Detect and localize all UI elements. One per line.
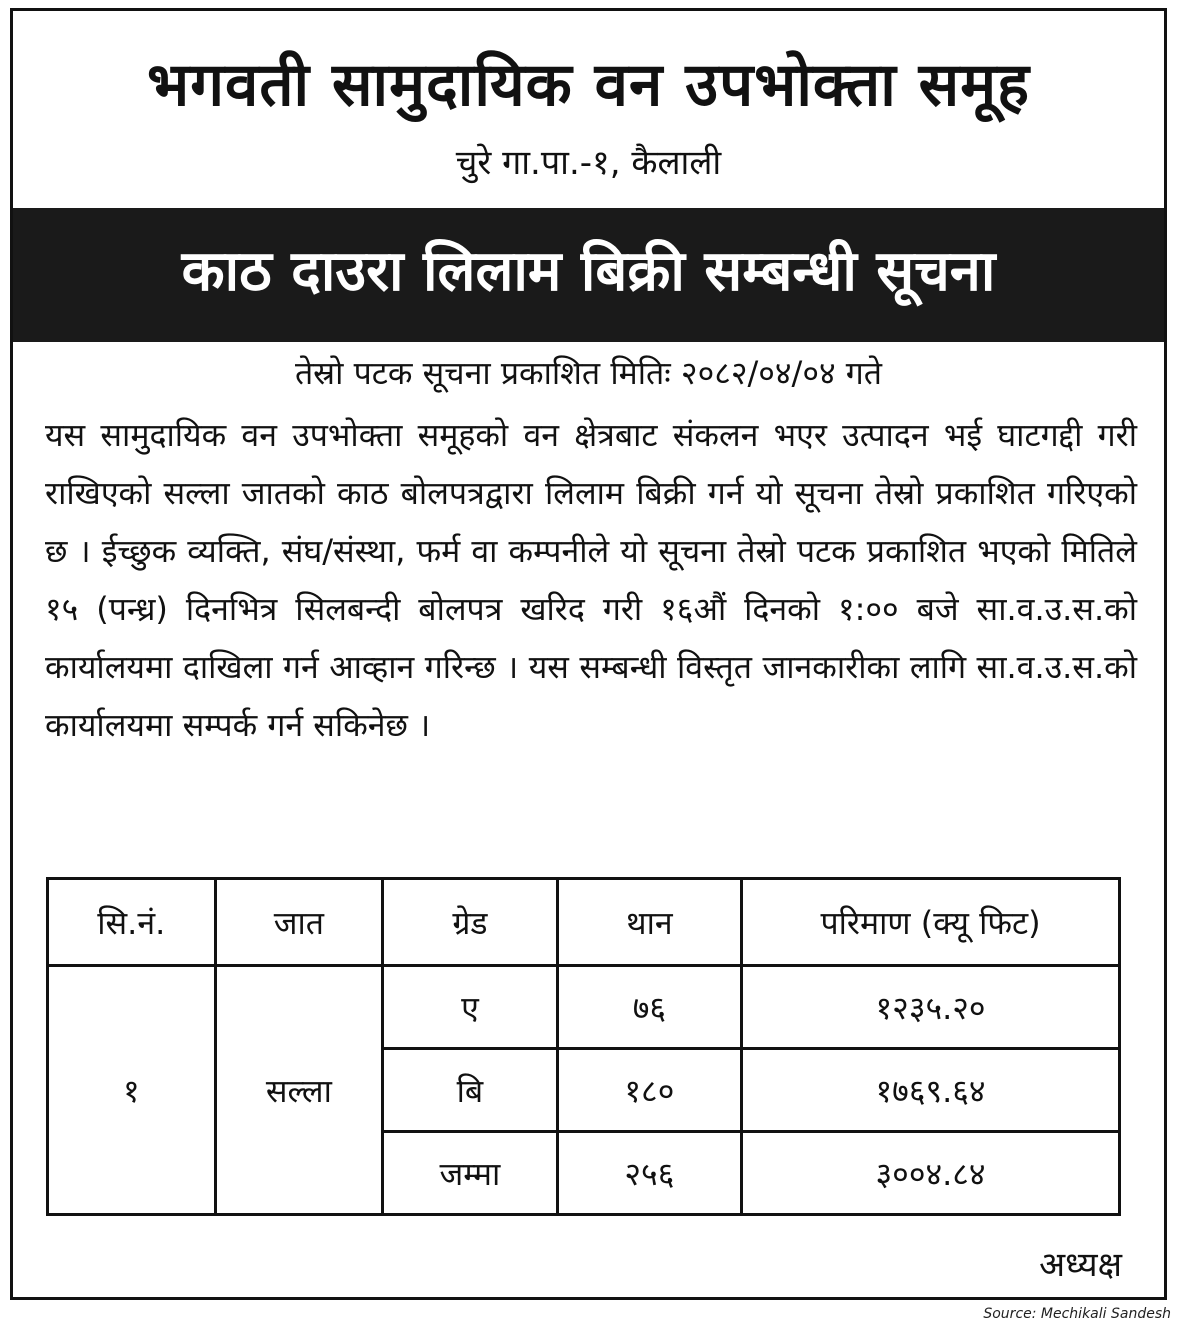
col-header-species: जात	[215, 879, 383, 966]
cell-count: २५६	[557, 1132, 741, 1215]
organization-address: चुरे गा.पा.-१, कैलाली	[455, 143, 722, 183]
table-row	[48, 966, 1120, 1049]
notice-header	[13, 11, 1164, 207]
cell-volume: १२३५.२०	[742, 966, 1120, 1049]
signature-label: अध्यक्ष	[1039, 1245, 1122, 1285]
notice-body-text: यस सामुदायिक वन उपभोक्ता समूहको वन क्षेत्रबाट संकलन भएर उत्पादन भई घाटगद्दी गरी राखिएको सल्ला जातको काठ बोलपत्रद्वारा लिलाम बिक्री गर्न यो सूचना तेस्रो प्रकाशित गरिएको छ । ईच्छुक व्यक्ति, संघ/संस्था, फर्म वा कम्पनीले यो सूचना तेस्रो पटक प्रकाशित भएको मितिले १५ (पन्ध्र) दिनभित्र सिलबन्दी बोलपत्र खरिद गरी १६औं दिनको १:०० बजे सा.व.उ.स.को कार्यालयमा दाखिला गर्न आव्हान गरिन्छ । यस सम्बन्धी विस्तृत जानकारीका लागि सा.व.उ.स.को कार्यालयमा सम्पर्क गर्न सकिनेछ ।	[45, 416, 1137, 744]
notice-title-banner	[13, 208, 1164, 342]
cell-species: सल्ला	[215, 966, 383, 1215]
cell-grade: जम्मा	[383, 1132, 558, 1215]
timber-table	[46, 877, 1121, 1216]
notice-title: काठ दाउरा लिलाम बिक्री सम्बन्धी सूचना	[181, 239, 996, 304]
organization-name: भगवती सामुदायिक वन उपभोक्ता समूह	[147, 50, 1030, 120]
publish-date-line: तेस्रो पटक सूचना प्रकाशित मितिः २०८२/०४/०४ गते	[294, 354, 883, 392]
col-header-volume: परिमाण (क्यू फिट)	[742, 879, 1120, 966]
col-header-count: थान	[557, 879, 741, 966]
notice-frame	[10, 8, 1167, 1300]
cell-count: ७६	[557, 966, 741, 1049]
cell-volume: ३००४.८४	[742, 1132, 1120, 1215]
cell-volume: १७६९.६४	[742, 1049, 1120, 1132]
table-header-row	[48, 879, 1120, 966]
cell-serial: १	[48, 966, 216, 1215]
cell-count: १८०	[557, 1049, 741, 1132]
col-header-grade: ग्रेड	[383, 879, 558, 966]
cell-grade: बि	[383, 1049, 558, 1132]
cell-grade: ए	[383, 966, 558, 1049]
source-credit: Source: Mechikali Sandesh	[983, 1306, 1171, 1322]
col-header-serial: सि.नं.	[48, 879, 216, 966]
